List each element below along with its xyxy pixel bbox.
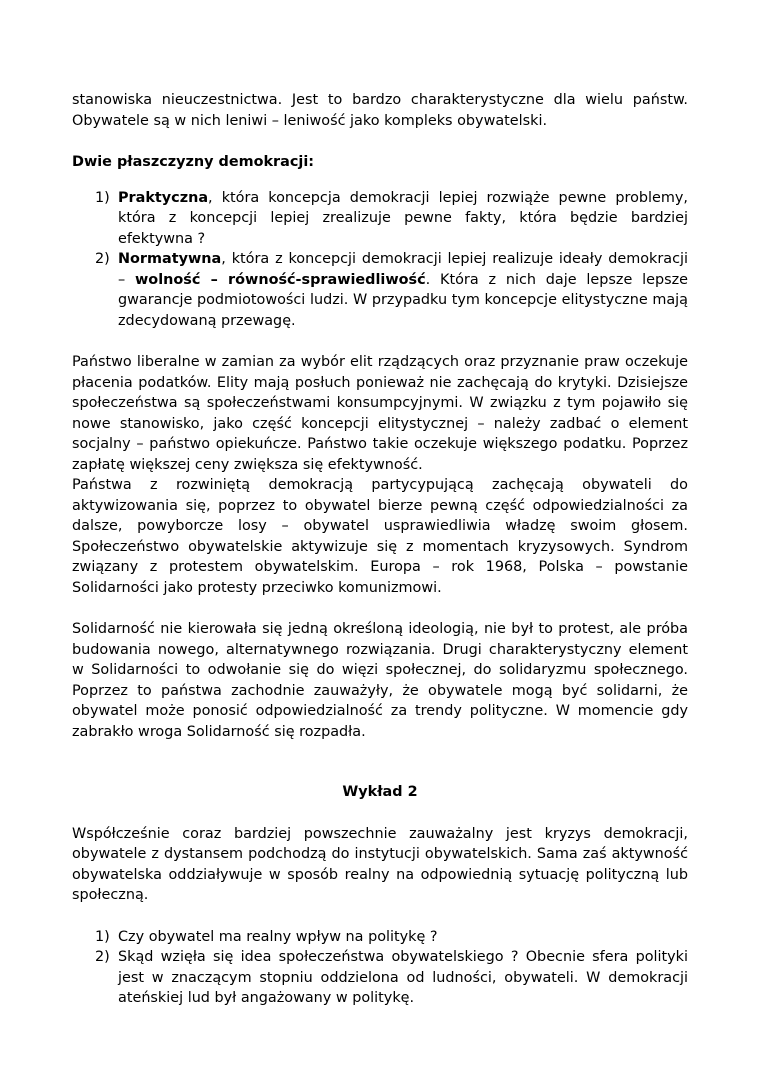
item-text: , która koncepcja demokracji lepiej rozwiąże pewne problemy, która z koncepcji lepiej zrealizuje pewne fakty, która będzie bardziej efektywna ? — [118, 189, 688, 247]
document-page — [72, 90, 688, 1009]
list-item — [72, 249, 688, 331]
list-number: 2) — [95, 949, 110, 965]
question-text: Czy obywatel ma realny wpływ na politykę ? — [118, 928, 438, 945]
paragraph-liberal-state: Państwo liberalne w zamian za wybór elit rządzących oraz przyznanie praw oczekuje płacenia podatków. Elity mają posłuch ponieważ nie zachęcają do krytyki. Dzisiejsze społeczeństwa są społeczeństwami konsumpcyjnymi. W związku z tym pojawiło się nowe stanowisko, jako część koncepcji elitystycznej – należy zadbać o element socjalny – państwo opiekuńcze. Państwo takie oczekuje większego podatku. Poprzez zapłatę większej ceny zwiększa się efektywność. — [72, 354, 688, 473]
list-item — [72, 947, 688, 1009]
item-text: . Która z nich daje lepsze lepsze gwarancje podmiotowości ludzi. W przypadku tym koncepcje elitystyczne mają zdecydowaną przewagę. — [118, 271, 688, 329]
question-text: Skąd wzięła się idea społeczeństwa obywatelskiego ? Obecnie sfera polityki jest w znaczącym stopniu oddzielona od ludności, obywateli. W demokracji ateńskiej lud był angażowany w politykę. — [118, 949, 688, 1006]
list-item — [72, 927, 688, 948]
paragraph-solidarity: Solidarność nie kierowała się jedną określoną ideologią, nie był to protest, ale próba budowania nowego, alternatywnego rozwiązania. Drugi charakterystyczny element w Solidarności to odwołanie się do więzi społecznej, do solidaryzmu społecznego. Poprzez to państwa zachodnie zauważyły, że obywatele mogą być solidarni, że obywatel może ponosić odpowiedzialność za trendy polityczne. W momencie gdy zabrakło wroga Solidarność się rozpadła. — [72, 621, 688, 740]
planes-heading: Dwie płaszczyzny demokracji: — [72, 154, 315, 170]
planes-list — [72, 188, 688, 332]
list-number: 2) — [95, 251, 110, 267]
paragraph-participatory-democracy: Państwa z rozwiniętą demokracją partycypującą zachęcają obywateli do aktywizowania się, poprzez to obywatel bierze pewną część odpowiedzialności za dalsze, powyborcze losy – obywatel usprawiedliwia władzę swoim głosem. Społeczeństwo obywatelskie aktywizuje się z momentach kryzysowych. Syndrom związany z protestem obywatelskim. Europa – rok 1968, Polska – powstanie Solidarności jako protesty przeciwko komunizmowi. — [72, 477, 688, 596]
paragraph-democracy-crisis: Współcześnie coraz bardziej powszechnie zauważalny jest kryzys demokracji, obywatele z dystansem podchodzą do instytucji obywatelskich. Sama zaś aktywność obywatelska oddziaływuje w sposób realny na odpowiednią sytuację polityczną lub społeczną. — [72, 825, 688, 903]
term-bold: Praktyczna — [118, 189, 209, 206]
values-bold: wolność – równość-sprawiedliwość — [135, 271, 426, 288]
item-text: , która z koncepcji demokracji lepiej realizuje ideały demokracji – — [118, 251, 688, 288]
list-number: 1) — [95, 928, 110, 945]
lecture-title: Wykład 2 — [342, 784, 418, 800]
list-item — [72, 188, 688, 250]
list-number: 1) — [95, 189, 110, 206]
intro-paragraph: stanowiska nieuczestnictwa. Jest to bardzo charakterystyczne dla wielu państw. Obywatele są w nich leniwi – leniwość jako kompleks obywatelski. — [72, 92, 688, 129]
term-bold: Normatywna — [118, 251, 222, 267]
questions-list — [72, 927, 688, 1009]
